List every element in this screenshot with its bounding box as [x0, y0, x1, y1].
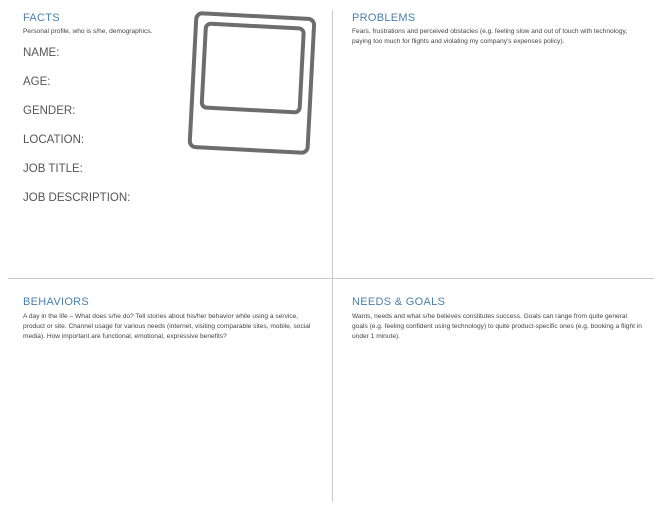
field-location-label: LOCATION: [23, 134, 85, 146]
field-gender-label: GENDER: [23, 105, 76, 117]
needs-goals-title: NEEDS & GOALS [352, 296, 446, 308]
photo-placeholder-icon [185, 10, 320, 156]
facts-description: Personal profile, who is s/he, demographics. [23, 28, 153, 35]
needs-goals-description: Wants, needs and what s/he believes constitutes success. Goals can range from quite general goals (e.g. feeling confident using technology) to quite product-specific ones (e.g. booking a flight in under 1 minute). [352, 313, 642, 340]
facts-title: FACTS [23, 12, 60, 24]
behaviors-title: BEHAVIORS [23, 296, 90, 308]
field-age-label: AGE: [23, 76, 51, 88]
field-job-description-label: JOB DESCRIPTION: [23, 192, 131, 204]
problems-title: PROBLEMS [352, 12, 416, 24]
vertical-divider [332, 10, 333, 502]
behaviors-description: A day in the life – What does s/he do? Tell stories about his/her behavior while using a service, product or site. Channel usage for various needs (internet, visiting comparable sites, mobile, social media). How important are functional, emotional, expressive benefits? [23, 313, 311, 340]
problems-description: Fears, frustrations and perceived obstacles (e.g. feeling slow and out of touch with technology, paying too much for flights and violating my company's expenses policy). [352, 28, 628, 45]
horizontal-divider [8, 278, 654, 279]
field-job-title-label: JOB TITLE: [23, 163, 83, 175]
field-name-label: NAME: [23, 47, 60, 59]
